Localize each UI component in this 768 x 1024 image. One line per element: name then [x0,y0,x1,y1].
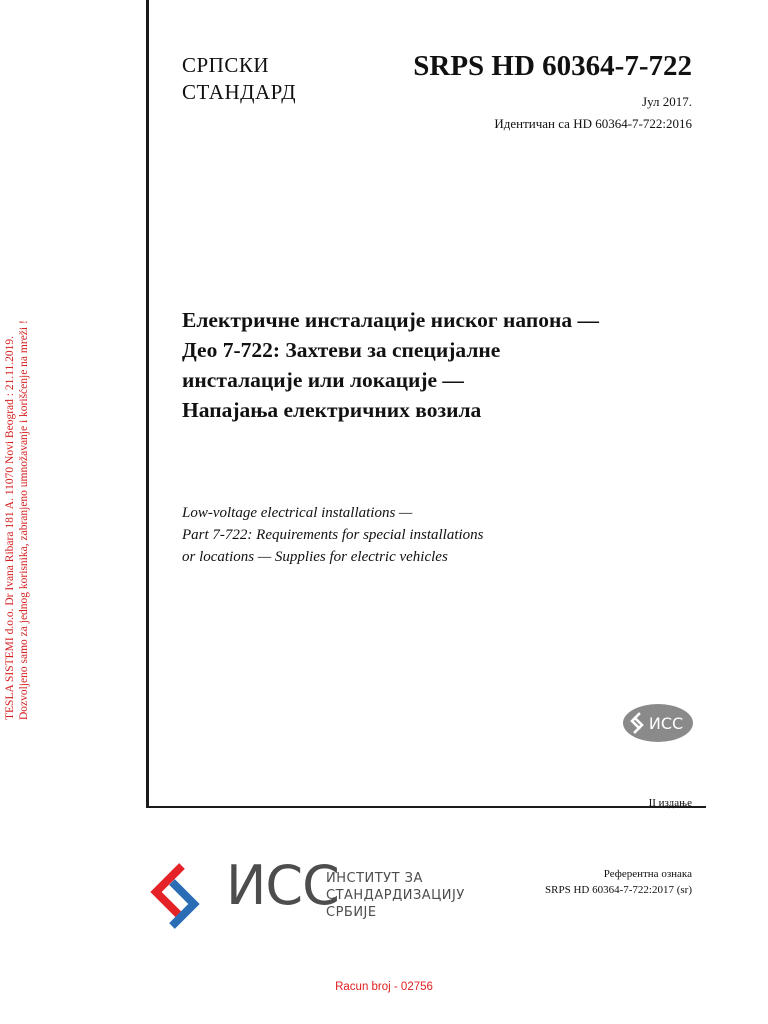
serbian-title-line: Напајања електричних возила [182,398,482,422]
document-kind-line2: СТАНДАРД [182,80,297,104]
edition: II издање [648,797,692,809]
vertical-rule [146,0,149,806]
serbian-title-line: Део 7-722: Захтеви за специјалне [182,338,501,362]
document-kind [182,52,296,106]
license-watermark [3,290,31,720]
reference-value: SRPS HD 60364-7-722:2017 (sr) [545,884,692,896]
iss-logo-name-line: СТАНДАРДИЗАЦИЈУ [326,888,465,903]
serbian-title [182,305,742,425]
identical-with: Идентичан са HD 60364-7-722:2016 [494,116,692,131]
english-title-line: Low-voltage electrical installations — [182,505,413,521]
watermark-line: TESLA SISTEMI d.o.o. Dr Ivana Ribara 181 A. 11070 Novi Beograd : 21.11.2019. [4,335,16,720]
iss-logo-name-line: ИНСТИТУТ ЗА [326,871,423,886]
iss-logo-name [326,870,465,921]
iss-logo-abbr: ИСС [226,854,339,917]
horizontal-rule [146,806,706,808]
english-title-line: or locations — Supplies for electric vehicles [182,549,448,565]
iss-badge-text: ИСС [648,714,684,733]
serbian-title-line: Електричне инсталације ниског напона — [182,308,599,332]
document-kind-line1: СРПСКИ [182,53,270,77]
serbian-title-line: инсталације или локације — [182,368,464,392]
standard-number: SRPS HD 60364-7-722 [413,50,692,82]
publication-date: Јул 2017. [642,94,692,109]
english-title-line: Part 7-722: Requirements for special installations [182,527,484,543]
reference-label: Референтна ознака [603,868,692,880]
iss-logo-name-line: СРБИЈЕ [326,905,377,920]
iss-logo-icon [146,860,220,934]
watermark-line: Dozvoljeno samo za jednog korisnika, zabranjeno umnožavanje i korišćenje na mreži ! [18,320,30,720]
invoice-number: Racun broj - 02756 [335,981,433,993]
iss-badge-icon [622,703,694,743]
english-title [182,502,742,568]
